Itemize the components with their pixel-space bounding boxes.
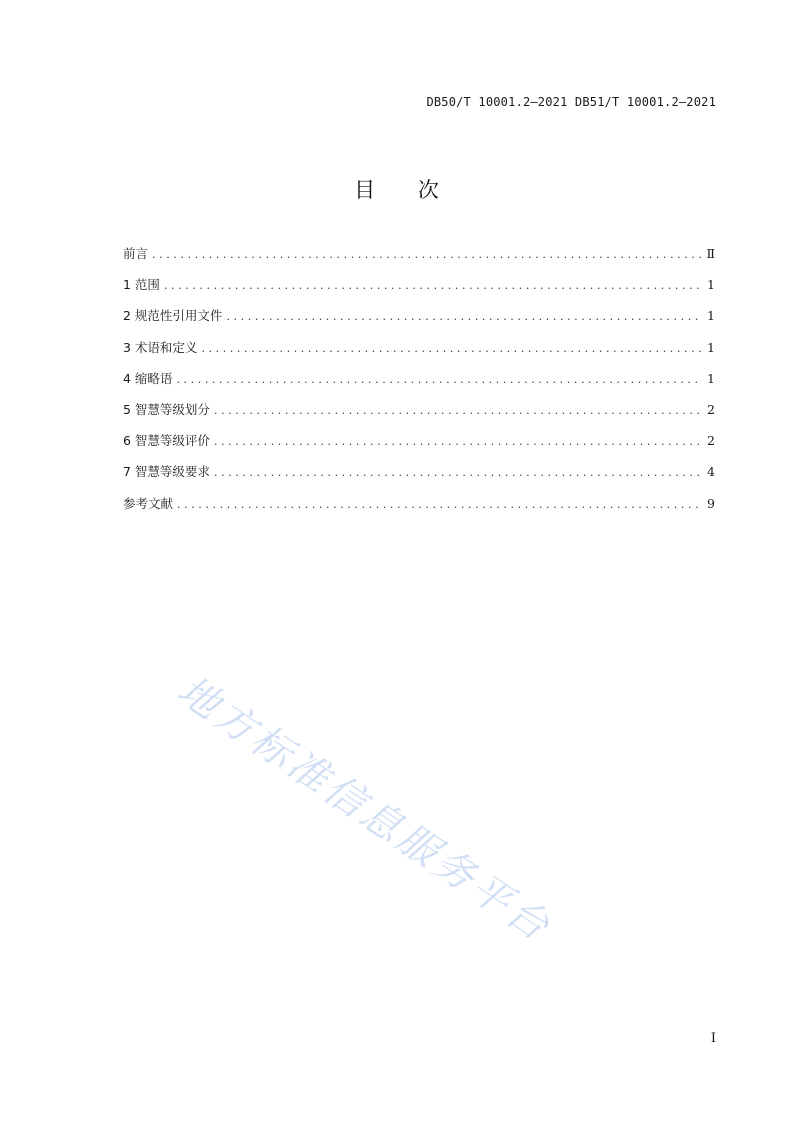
toc-entry-label: 5 智慧等级划分	[123, 401, 210, 417]
toc-entry-label: 2 规范性引用文件	[123, 308, 223, 324]
toc-entry-bibliography[interactable]	[123, 494, 715, 525]
toc-entry-scope[interactable]	[123, 275, 715, 306]
toc-entry-label: 4 缩略语	[123, 370, 173, 386]
toc-entry-page: 2	[707, 433, 715, 449]
toc-entry-page: 1	[707, 277, 715, 293]
toc-entry-normative-references[interactable]	[123, 306, 715, 337]
toc-leader-dots	[152, 248, 701, 261]
toc-leader-dots	[214, 435, 701, 448]
toc-entry-page: Ⅱ	[706, 246, 715, 261]
toc-entry-label: 7 智慧等级要求	[123, 464, 210, 480]
toc-leader-dots	[226, 310, 701, 323]
toc-entry-label: 6 智慧等级评价	[123, 433, 210, 449]
watermark-text: 地方标准信息服务平台	[169, 667, 560, 952]
table-of-contents	[123, 244, 715, 525]
page-number: I	[710, 1031, 716, 1046]
toc-entry-label: 参考文献	[123, 495, 174, 511]
toc-entry-abbreviations[interactable]	[123, 369, 715, 400]
toc-leader-dots	[214, 404, 701, 417]
toc-entry-page: 9	[707, 495, 715, 511]
toc-leader-dots	[177, 498, 701, 511]
toc-entry-foreword[interactable]	[123, 244, 715, 275]
standard-identifier: DB50/T 10001.2—2021 DB51/T 10001.2—2021	[426, 95, 716, 109]
toc-entry-page: 4	[707, 464, 715, 480]
toc-entry-level-evaluation[interactable]	[123, 431, 715, 462]
toc-leader-dots	[214, 466, 701, 479]
toc-entry-page: 1	[707, 370, 715, 386]
toc-entry-page: 1	[707, 339, 715, 355]
toc-entry-label: 1 范围	[123, 277, 160, 293]
page-title: 目 次	[354, 178, 457, 202]
toc-entry-page: 2	[707, 401, 715, 417]
toc-entry-label: 3 术语和定义	[123, 339, 198, 355]
toc-leader-dots	[201, 342, 701, 355]
toc-leader-dots	[176, 373, 701, 386]
toc-entry-level-requirements[interactable]	[123, 462, 715, 493]
toc-entry-level-classification[interactable]	[123, 400, 715, 431]
toc-leader-dots	[164, 279, 701, 292]
toc-entry-terms-definitions[interactable]	[123, 338, 715, 369]
toc-entry-label: 前言	[123, 246, 149, 261]
toc-entry-page: 1	[707, 308, 715, 324]
